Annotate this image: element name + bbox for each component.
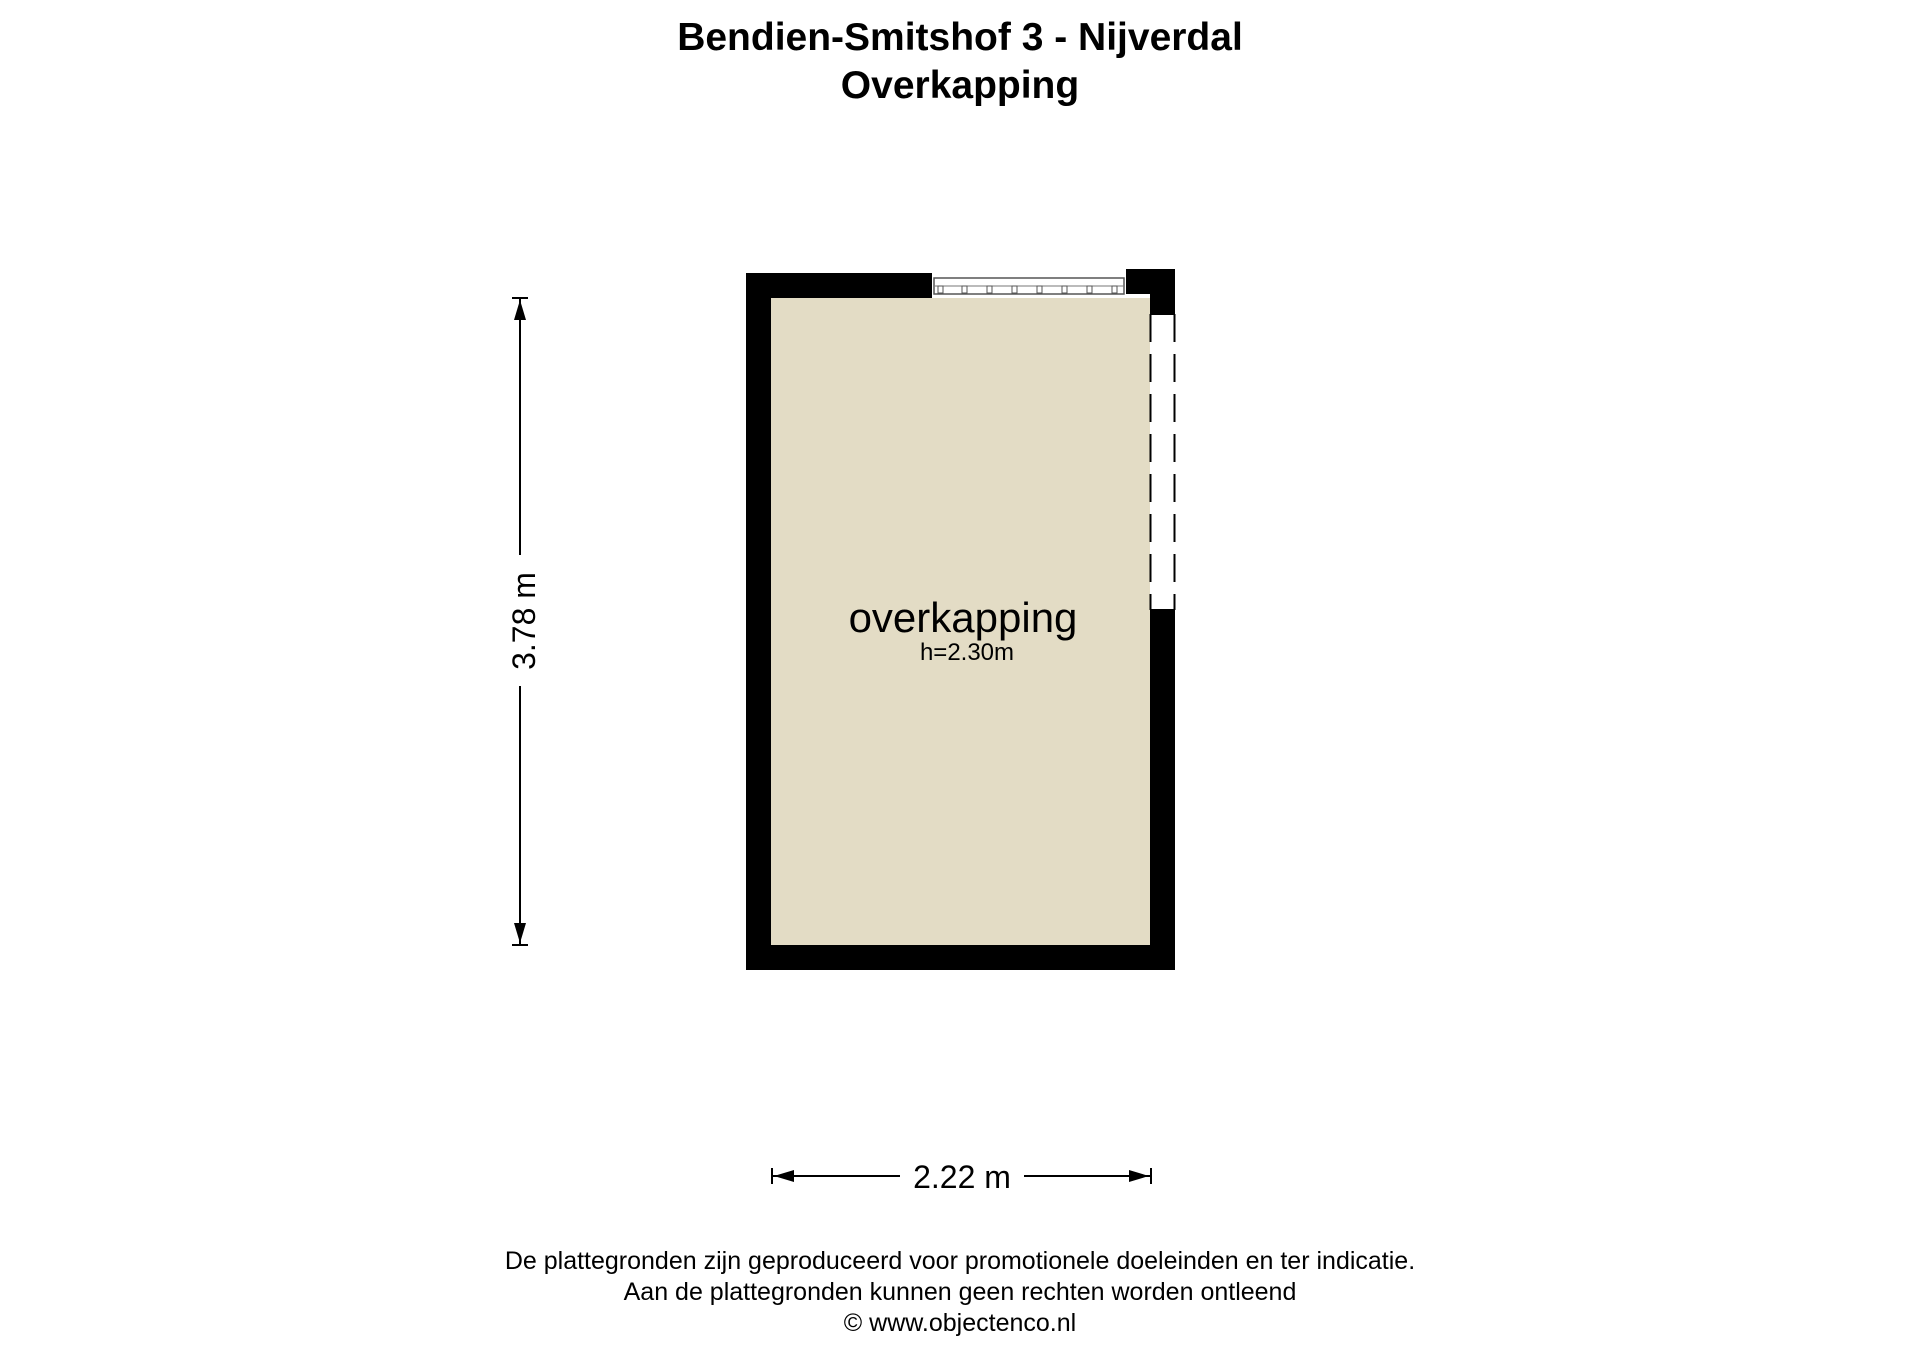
address-title: Bendien-Smitshof 3 - Nijverdal	[677, 16, 1243, 59]
floor-title: Overkapping	[840, 64, 1080, 107]
room-height-label: h=2.30m	[919, 639, 1015, 666]
wall-bottom	[746, 945, 1175, 970]
disclaimer-line-1: De plattegronden zijn geproduceerd voor promotionele doeleinden en ter indicatie.	[504, 1247, 1416, 1275]
horizontal-dimension-label: 2.22 m	[913, 1159, 1011, 1195]
disclaimer	[0, 1246, 1920, 1339]
copyright-line: © www.objectenco.nl	[843, 1309, 1077, 1337]
wall-top-left	[746, 273, 932, 298]
room-name-label: overkapping	[848, 594, 1078, 641]
right-opening	[1150, 314, 1175, 610]
disclaimer-line-2: Aan de plattegronden kunnen geen rechten worden ontleend	[623, 1278, 1297, 1306]
wall-right-lower	[1150, 610, 1175, 970]
wall-right-upper	[1150, 269, 1175, 314]
wall-left	[746, 273, 771, 970]
top-window	[934, 278, 1124, 294]
vertical-dimension-label: 3.78 m	[506, 572, 542, 670]
